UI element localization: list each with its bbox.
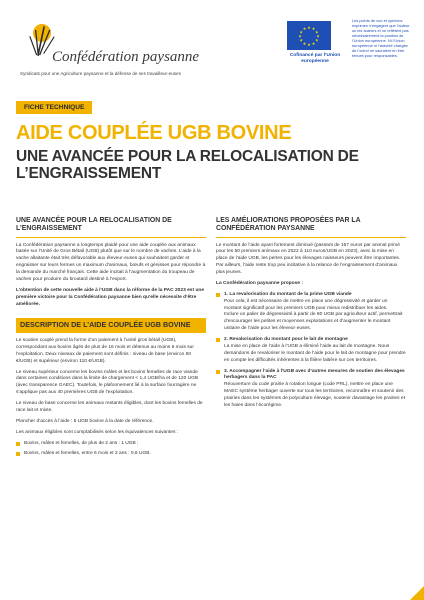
section-heading-ameliorations: LES AMÉLIORATIONS PROPOSÉES PAR LA CONFÉDÉRATION PAYSANNE [216, 217, 406, 238]
proposal-body: La mise en place de l’aide à l’UGB a éliminé l’aide au lait de montagne. Nous demandons de revaloriser le montant de l’aide pour le lait de montagne pour prendre en compte les difficultés inhérentes à la filière laitière sur ces territoires. [224, 343, 406, 363]
proposal-extra: Inclure un palier de dégressivité à partir de 80 UGB par agriculteur actif, permettrait d’encourager les petites et moyennes exploitations et d’augmenter le montant unitaire de l’aide pour les éleveur·euses. [224, 312, 403, 332]
svg-text:★: ★ [315, 29, 319, 35]
bullet-square-icon [216, 338, 220, 342]
svg-text:★: ★ [307, 25, 311, 30]
document-type-tag: FICHE TECHNIQUE [16, 101, 92, 114]
bullet-square-icon [216, 293, 220, 297]
paragraph-bold: La Confédération paysanne propose : [216, 280, 303, 286]
svg-text:★: ★ [316, 33, 320, 39]
proposal-item-3 [216, 369, 406, 410]
svg-text:★: ★ [299, 29, 303, 35]
subtitle: UNE AVANCÉE POUR LA RELOCALISATION DE L’ENGRAISSEMENT [16, 148, 359, 183]
paragraph: Le montant de l’aide ayant fortement diminué (passant de 167 euros par animal primé pour les 50 premiers animaux en 2022 à 110 euros/UGB en 2023), avec la mise en place de l’aide UGB, les pertes pour les élevages naisseurs peuvent être importantes. Par ailleurs, l’aide reste trop peu incitative à la relance de l’engraissement d’animaux plus jeunes. [216, 242, 401, 276]
proposal-item-2 [216, 337, 406, 365]
eu-cofinance-block [281, 21, 341, 71]
svg-text:★: ★ [302, 26, 307, 32]
svg-text:★: ★ [311, 40, 316, 46]
svg-text:★: ★ [307, 42, 311, 47]
left-column [16, 217, 206, 462]
proposal-item-1 [216, 292, 406, 333]
right-column [216, 217, 406, 414]
proposal-body: Réouverture du code prairie à rotation longue (code PRL), mettre en place une MAEC système herbager ouverte sur tous les territoires, reconnaître et soutenir des prairies dans les systèmes de polyculture élevage, soutenir davantage les prairies et les haies dans l’écorégime. [224, 382, 405, 408]
list-item: Bovins, mâles et femelles, de plus de 2 ans : 1 UGB ; [16, 441, 206, 448]
org-tagline: Syndicats pour une Agriculture paysanne et la défense de ses travailleur-euses [20, 71, 181, 76]
paragraph: Les animaux éligibles sont comptabilisés selon les équivalences suivantes : [16, 429, 179, 435]
bullet-square-icon [216, 370, 220, 374]
bullet-square-icon [16, 452, 20, 456]
bullet-square-icon [16, 442, 20, 446]
svg-text:★: ★ [311, 26, 316, 32]
eu-disclaimer: Les points de vue et opinions exprimés n’engagent que l’auteur ou les auteurs et ne reflètent pas nécessairement la position de l’Union européenne. Ni l’Union européenne ni l’autorité chargée de l’octroi ne sauraient en être tenues pour responsables. [352, 18, 410, 58]
main-title: AIDE COUPLÉE UGB BOVINE [16, 122, 292, 144]
eu-flag-icon [287, 21, 331, 50]
proposal-title: 1. La revalorisation du montant de la prime UGB viande [224, 291, 352, 297]
svg-text:★: ★ [302, 40, 307, 46]
paragraph: Le niveau de base concerne les animaux restants éligibles, dont les bovins femelles de race lait et mixte. [16, 401, 203, 413]
page-corner-decoration [410, 586, 424, 600]
svg-text:★: ★ [298, 33, 302, 39]
paragraph-bold: L’obtention de cette nouvelle aide à l’UGB dans la réforme de la PAC 2023 est une première victoire pour la Confédération paysanne bien qu’elle nécessite d’être améliorée. [16, 287, 205, 307]
paragraph: Le soutien couplé prend la forme d’un paiement à l’unité gros bétail (UGB), correspondant aux bovins âgés de plus de 16 mois et détenus au moins 6 mois sur l’exploitation. Deux niveaux de paiement sont définis : niveau de base (environ 60 €/UGB) et supérieur (environ 110 €/UGB). [16, 338, 194, 364]
section-heading-description: DESCRIPTION DE L’AIDE COUPLÉE UGB BOVINE [16, 318, 206, 333]
svg-text:★: ★ [299, 37, 303, 43]
org-name: Confédération paysanne [52, 49, 200, 65]
paragraph: La Confédération paysanne a longtemps plaidé pour une aide couplée aux animaux basée sur l’Unité de Gros Bétail (UGB) plutôt que sur le nombre de vaches. L’aide à la vache allaitante était très défavorable aux éleveur·euses qui souhaitent garder et engraisser sur leurs fermes un maximum d’animaux, bœufs et génisses pour répondre à la demande du marché français. Cette aide incitait à l’augmentation du troupeau de vaches pour produire du broutard destiné à l’export. [16, 242, 206, 282]
confederation-logo [16, 12, 216, 92]
proposal-title: 2. Revalorisation du montant pour le lait de montagne [224, 337, 348, 343]
proposal-body: Pour cela, il est nécessaire de mettre en place une dégressivité et garder un montant significatif pour les premiers UGB pour mieux redistribuer les aides. [224, 298, 388, 311]
eu-caption: Cofinancé par l’Union européenne [289, 53, 341, 65]
svg-text:★: ★ [315, 37, 319, 43]
list-item: Bovins, mâles et femelles, entre 6 mois et 2 ans : 0,6 UGB. [16, 451, 206, 458]
paragraph: Le niveau supérieur concerne les bovins mâles et les bovins femelles de race viande dans certaines conditions dans la limite de chargement < 1,4 UGB/ha et de 120 UGB (avec transparence GAEC). Toutefois, le plafonnement lié à la surface fourragère ne s’applique pas aux 40 premières UGB de l’exploitation. [16, 369, 199, 396]
proposal-title: 3. Accompagner l’aide à l’UGB avec d’autres mesures de soutien des élevages herbagers dans la PAC [224, 368, 405, 381]
section-heading-relocalisation: UNE AVANCÉE POUR LA RELOCALISATION DE L’ENGRAISSEMENT [16, 217, 206, 238]
header [16, 12, 408, 92]
paragraph: Plancher d’accès à l’aide : 5 UGB bovine à la date de référence. [16, 418, 154, 424]
